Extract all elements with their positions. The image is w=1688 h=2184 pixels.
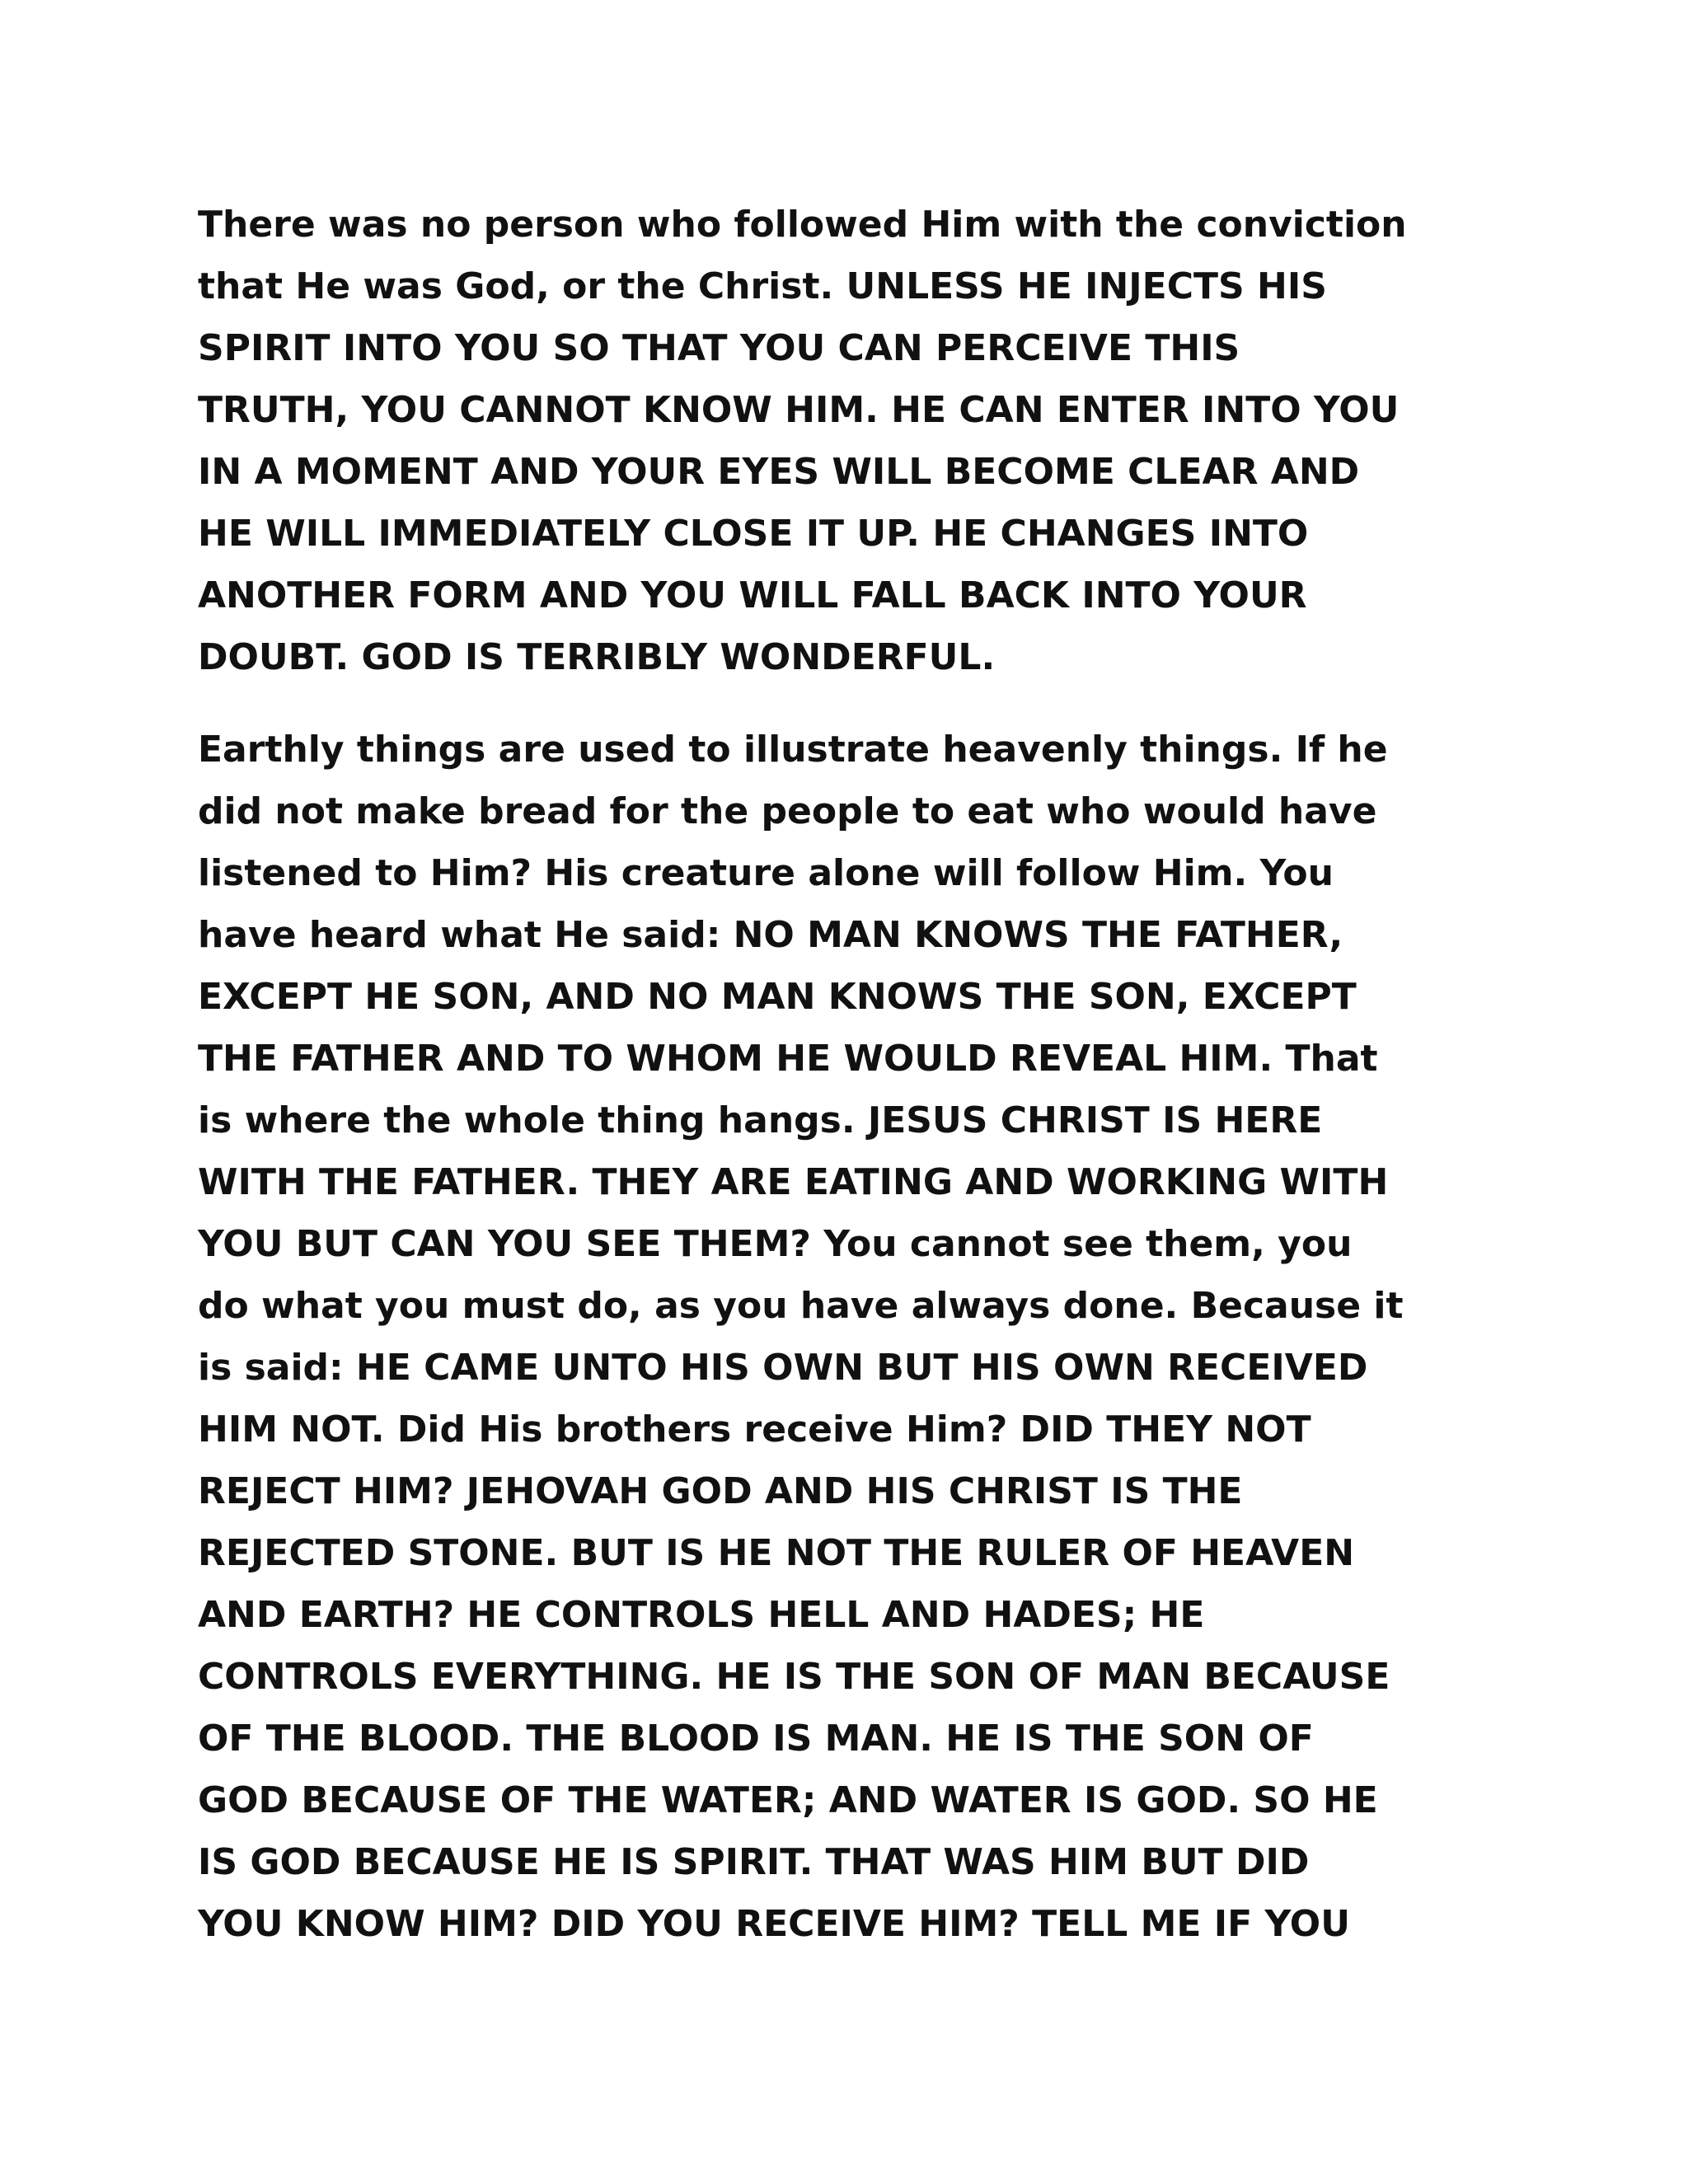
paragraph-1 <box>198 194 1517 688</box>
text-line: WITH THE FATHER. THEY ARE EATING AND WORKING WITH <box>198 1161 1389 1203</box>
text-line: YOU KNOW HIM? DID YOU RECEIVE HIM? TELL ME IF YOU <box>198 1903 1350 1945</box>
text-line: is where the whole thing hangs. JESUS CHRIST IS HERE <box>198 1099 1323 1141</box>
text-line: listened to Him? His creature alone will follow Him. You <box>198 852 1334 894</box>
text-line: have heard what He said: NO MAN KNOWS THE FATHER, <box>198 914 1343 956</box>
text-line: IS GOD BECAUSE HE IS SPIRIT. THAT WAS HIM BUT DID <box>198 1841 1310 1883</box>
text-line: HIM NOT. Did His brothers receive Him? DID THEY NOT <box>198 1408 1311 1451</box>
text-line: is said: HE CAME UNTO HIS OWN BUT HIS OWN RECEIVED <box>198 1347 1368 1389</box>
text-line: did not make bread for the people to eat who would have <box>198 790 1377 832</box>
text-line: AND EARTH? HE CONTROLS HELL AND HADES; HE <box>198 1594 1205 1636</box>
text-line: DOUBT. GOD IS TERRIBLY WONDERFUL. <box>198 636 996 678</box>
text-line: that He was God, or the Christ. UNLESS HE INJECTS HIS <box>198 265 1327 307</box>
text-line: Earthly things are used to illustrate heavenly things. If he <box>198 729 1388 771</box>
text-line: IN A MOMENT AND YOUR EYES WILL BECOME CLEAR AND <box>198 451 1360 493</box>
text-line: REJECTED STONE. BUT IS HE NOT THE RULER OF HEAVEN <box>198 1532 1355 1574</box>
text-line: REJECT HIM? JEHOVAH GOD AND HIS CHRIST IS THE <box>198 1470 1243 1512</box>
text-line: TRUTH, YOU CANNOT KNOW HIM. HE CAN ENTER INTO YOU <box>198 389 1400 431</box>
text-line: HE WILL IMMEDIATELY CLOSE IT UP. HE CHANGES INTO <box>198 513 1309 555</box>
text-line: There was no person who followed Him with the conviction <box>198 204 1407 246</box>
text-line: THE FATHER AND TO WHOM HE WOULD REVEAL HIM. That <box>198 1038 1378 1080</box>
text-line: GOD BECAUSE OF THE WATER; AND WATER IS GOD. SO HE <box>198 1779 1378 1821</box>
text-line: SPIRIT INTO YOU SO THAT YOU CAN PERCEIVE THIS <box>198 327 1240 369</box>
text-line: do what you must do, as you have always done. Because it <box>198 1285 1404 1327</box>
paragraph-2 <box>198 719 1517 1955</box>
text-line: YOU BUT CAN YOU SEE THEM? You cannot see them, you <box>198 1223 1353 1265</box>
text-line: CONTROLS EVERYTHING. HE IS THE SON OF MAN BECAUSE <box>198 1656 1390 1698</box>
text-line: EXCEPT HE SON, AND NO MAN KNOWS THE SON, EXCEPT <box>198 976 1357 1018</box>
text-line: OF THE BLOOD. THE BLOOD IS MAN. HE IS THE SON OF <box>198 1718 1314 1760</box>
text-line: ANOTHER FORM AND YOU WILL FALL BACK INTO YOUR <box>198 574 1307 616</box>
